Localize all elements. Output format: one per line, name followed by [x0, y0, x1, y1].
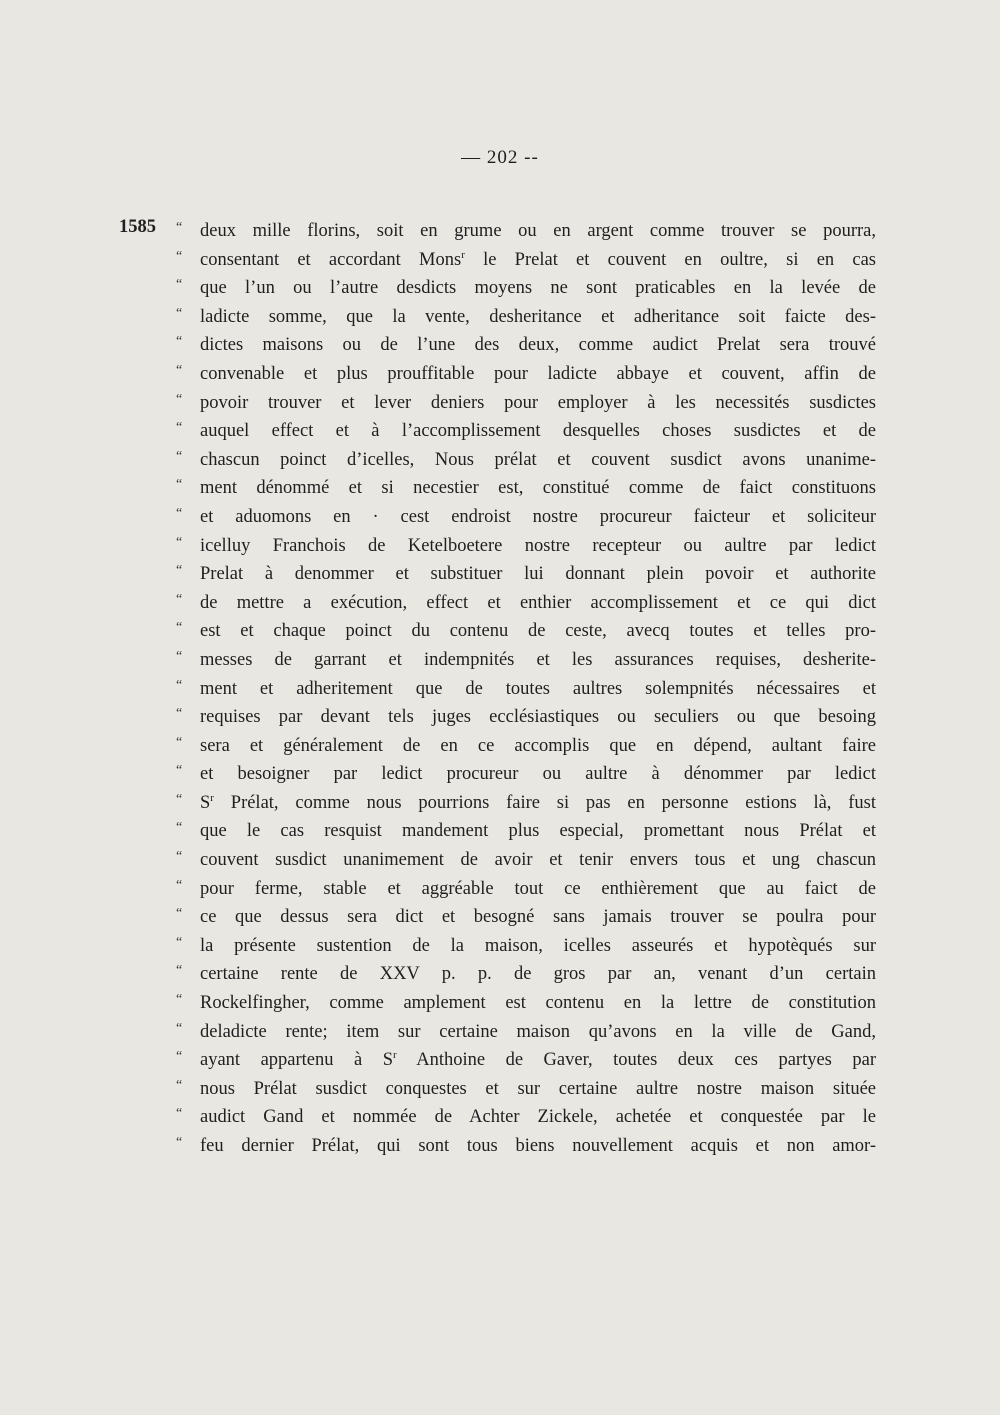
text-line: [176, 1132, 876, 1161]
line-text: ayant appartenu à $S^r$ Anthoine de Gaver, toutes deux ces partyes par: [200, 1049, 877, 1071]
line-text: ment dénommé et si necestier est, constitué comme de faict constituons: [200, 478, 876, 499]
line-text: Prelat à denommer et substituer lui donnant plein povoir et authorite: [200, 564, 876, 585]
line-text: auquel effect et à l’accomplissement desquelles choses susdictes et de: [200, 421, 876, 442]
text-line: [176, 675, 876, 704]
line-text: povoir trouver et lever deniers pour employer à les necessités susdictes: [200, 392, 876, 413]
year-marginal-note: 1585: [119, 217, 156, 237]
quote-mark: “: [176, 277, 183, 293]
text-line: [176, 817, 876, 846]
text-line: [176, 389, 876, 418]
quote-mark: “: [176, 677, 183, 693]
quote-mark: “: [176, 1077, 183, 1093]
quote-mark: “: [176, 963, 183, 979]
line-text: et aduomons en · cest endroist nostre procureur faicteur et soliciteur: [200, 506, 876, 527]
line-text: que le cas resquist mandement plus especial, promettant nous Prélat et: [200, 821, 876, 842]
text-line: [176, 274, 876, 303]
text-line: [176, 760, 876, 789]
line-text: deladicte rente; item sur certaine maison qu’avons en la ville de Gand,: [200, 1021, 876, 1042]
quote-mark: “: [176, 391, 183, 407]
quote-mark: “: [176, 820, 183, 836]
quote-mark: “: [176, 849, 183, 865]
quote-mark: “: [176, 763, 183, 779]
line-text: est et chaque poinct du contenu de ceste, avecq toutes et telles pro-: [200, 621, 876, 642]
quote-mark: “: [176, 992, 183, 1008]
quote-mark: “: [176, 362, 183, 378]
quote-mark: “: [176, 791, 183, 807]
line-text: Rockelfingher, comme amplement est contenu en la lettre de constitution: [200, 993, 876, 1014]
text-line: [176, 331, 876, 360]
quote-mark: “: [176, 448, 183, 464]
quote-mark: “: [176, 648, 183, 664]
quote-mark: “: [176, 906, 183, 922]
quote-mark: “: [176, 534, 183, 550]
quote-mark: “: [176, 877, 183, 893]
line-text: couvent susdict unanimement de avoir et tenir envers tous et ung chascun: [200, 850, 876, 871]
text-line: [176, 732, 876, 761]
quote-mark: “: [176, 620, 183, 636]
line-text: convenable et plus prouffitable pour ladicte abbaye et couvent, affin de: [200, 363, 876, 384]
text-line: [176, 875, 876, 904]
text-line: [176, 532, 876, 561]
quote-mark: “: [176, 505, 183, 521]
quote-mark: “: [176, 1049, 183, 1065]
line-text: audict Gand et nommée de Achter Zickele, achetée et conquestée par le: [200, 1107, 876, 1128]
text-line: [176, 217, 876, 246]
text-line: [176, 789, 876, 818]
line-text: certaine rente de XXV p. p. de gros par an, venant d’un certain: [200, 964, 876, 985]
quote-mark: “: [176, 1106, 183, 1122]
quote-mark: “: [176, 477, 183, 493]
text-line: [176, 646, 876, 675]
line-text: pour ferme, stable et aggréable tout ce enthièrement que au faict de: [200, 878, 876, 899]
line-text: messes de garrant et indempnités et les assurances requises, desherite-: [200, 649, 876, 670]
line-text: sera et généralement de en ce accomplis que en dépend, aultant faire: [200, 735, 876, 756]
quote-mark: “: [176, 1135, 183, 1150]
quote-mark: “: [176, 305, 183, 321]
line-text: consentant et accordant Mons$^r$ le Prelat et couvent en oultre, si en cas: [200, 248, 877, 270]
quote-mark: “: [176, 563, 183, 579]
line-text: chascun poinct d’icelles, Nous prélat et couvent susdict avons unanime-: [200, 449, 876, 470]
text-line: [176, 1103, 876, 1132]
text-line: [176, 474, 876, 503]
quote-mark: “: [176, 334, 183, 350]
line-text: feu dernier Prélat, qui sont tous biens nouvellement acquis et non amor-: [200, 1136, 876, 1156]
line-text: dictes maisons ou de l’une des deux, comme audict Prelat sera trouvé: [200, 335, 876, 356]
text-line: [176, 989, 876, 1018]
document-body: [176, 217, 876, 1161]
text-line: [176, 1075, 876, 1104]
page-number: — 202 --: [461, 147, 539, 168]
quote-mark: “: [176, 934, 183, 950]
text-line: [176, 617, 876, 646]
quote-mark: “: [176, 248, 183, 264]
text-line: [176, 1018, 876, 1047]
line-text: deux mille florins, soit en grume ou en argent comme trouver se pourra,: [200, 221, 876, 241]
line-text: nous Prélat susdict conquestes et sur certaine aultre nostre maison située: [200, 1078, 876, 1099]
quote-mark: “: [176, 591, 183, 607]
text-line: [176, 503, 876, 532]
text-line: [176, 932, 876, 961]
text-line: [176, 303, 876, 332]
text-line: [176, 960, 876, 989]
text-line: [176, 360, 876, 389]
text-line: [176, 560, 876, 589]
line-text: ce que dessus sera dict et besogné sans jamais trouver se poulra pour: [200, 907, 876, 928]
text-line: [176, 246, 876, 275]
line-text: $S^r$ Prélat, comme nous pourrions faire si pas en personne estions là, fust: [200, 791, 876, 813]
quote-mark: “: [176, 1020, 183, 1036]
line-text: et besoigner par ledict procureur ou aultre à dénommer par ledict: [200, 764, 876, 785]
line-text: ladicte somme, que la vente, desheritance et adheritance soit faicte des-: [200, 306, 876, 327]
line-text: de mettre a exécution, effect et enthier accomplissement et ce qui dict: [200, 592, 876, 613]
line-text: la présente sustention de la maison, icelles asseurés et hypotèqués sur: [200, 935, 876, 956]
text-line: [176, 703, 876, 732]
line-text: icelluy Franchois de Ketelboetere nostre recepteur ou aultre par ledict: [200, 535, 876, 556]
text-line: [176, 446, 876, 475]
quote-mark: “: [176, 706, 183, 722]
quote-mark: “: [176, 734, 183, 750]
text-line: [176, 1046, 876, 1075]
text-line: [176, 589, 876, 618]
quote-mark: “: [176, 220, 183, 235]
quote-mark: “: [176, 420, 183, 436]
line-text: que l’un ou l’autre desdicts moyens ne sont praticables en la levée de: [200, 278, 876, 299]
line-text: requises par devant tels juges ecclésiastiques ou seculiers ou que besoing: [200, 707, 876, 728]
text-line: [176, 417, 876, 446]
text-line: [176, 846, 876, 875]
text-line: [176, 903, 876, 932]
line-text: ment et adheritement que de toutes aultres solempnités nécessaires et: [200, 678, 876, 699]
